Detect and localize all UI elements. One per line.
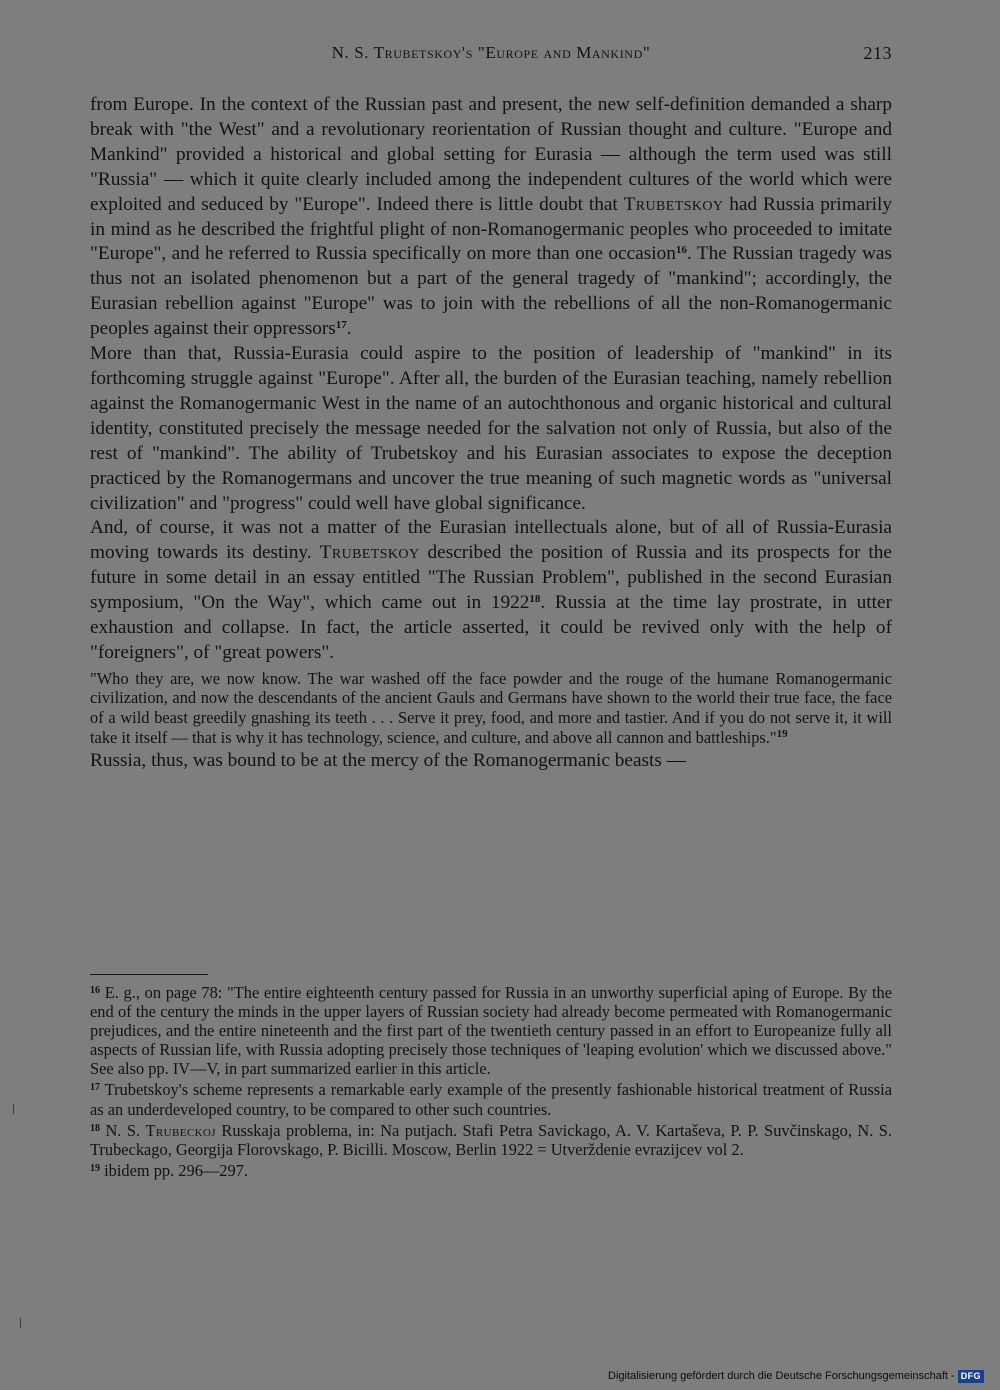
text-run: had Russia primarily in mind as he described the frightful plight of non-Romanogermanic peoples who proceeded to imitate "Europe", and he referred to Russia specifically on more than one occasion (90, 193, 892, 265)
footnotes (90, 983, 892, 1182)
body-paragraph (90, 516, 892, 665)
footnote-marker: 16 (675, 244, 687, 257)
footnote-17 (90, 1080, 892, 1118)
margin-mark (13, 1104, 14, 1114)
footnote-marker: 19 (776, 727, 788, 740)
margin-mark (20, 1318, 21, 1328)
footnote-18 (90, 1121, 892, 1159)
text-run: More than that, Russia-Eurasia could aspire to the position of leadership of "mankind" in its forthcoming struggle against "Europe". After all, the burden of the Eurasian teaching, namely rebellion against the Romanogermanic West in the name of an autochthonous and organic historical and cultural identity, constituted precisely the message needed for the salvation not only of Russia, but also of the rest of "mankind". The ability of Trubetskoy and his Eurasian associates to expose the deception practiced by the Romanogermans and uncover the true meaning of such magnetic words as "universal civilization" and "progress" could well have global significance. (90, 343, 892, 514)
small-caps-name: Trubetskoy (319, 542, 420, 564)
closing-line: Russia, thus, was bound to be at the mercy of the Romanogermanic beasts — (90, 750, 686, 772)
digitization-credit (608, 1368, 984, 1384)
footnote-marker: 18 (90, 1122, 100, 1134)
footnote-marker: 18 (529, 593, 541, 606)
footnote-marker: 19 (90, 1162, 100, 1174)
text-run: . (346, 318, 352, 340)
text-run: E. g., on page 78: "The entire eighteenth century passed for Russia in an unworthy superficial aping of Europe. By the end of the century the minds in the upper layers of Russian society had already become permeated with Romanogermanic prejudices, and the entire nineteenth and the first part of the twentieth century passed in an effort to Europeanize fully all aspects of Russian life, with Russia adopting precisely those techniques of 'leaping evolution' which we discussed above." See also pp. IV—V, in part summarized earlier in this article. (90, 983, 892, 1079)
text-run: . The Russian tragedy was thus not an isolated phenomenon but a part of the general tragedy of "mankind"; accordingly, the Eurasian rebellion against "Europe" was to join with the rebellions of all the non-Romanogermanic peoples against their oppressors (90, 243, 892, 340)
text-run: Russkaja problema, in: Na putjach. Stafi Petra Savickago, A. V. Kartaševa, P. P. Suvčinskago, N. S. Trubeckago, Georgija Florovskago, P. Bicilli. Moscow, Berlin 1922 = Utverždenie evrazijcev vol 2. (90, 1120, 892, 1159)
body-paragraph (90, 342, 892, 516)
page-number: 213 (863, 43, 892, 63)
footnote-marker: 17 (90, 1082, 100, 1094)
footnote-16 (90, 983, 892, 1078)
body-text (90, 93, 892, 774)
text-run: ibidem pp. 296—297. (100, 1160, 248, 1180)
text-run: "Who they are, we now know. The war washed off the face powder and the rouge of the humane Romanogermanic civilization, and now the descendants of the ancient Gauls and Germans have shown to the world their true face, the face of a wild beast greedily gnashing its teeth . . . Serve it prey, food, and more and tastier. And if you do not serve it, it will take it itself — that is why it has technology, science, and culture, and above all cannon and battleships." (90, 668, 892, 747)
footnote-marker: 17 (335, 319, 347, 332)
small-caps-name: Trubetskoy (623, 193, 724, 215)
block-quote (90, 669, 892, 747)
small-caps-name: Trubeckoj (145, 1120, 216, 1140)
dfg-logo: DFG (958, 1370, 984, 1383)
text-run: described the position of Russia and its prospects for the future in some detail in an essay entitled "The Russian Problem", published in the second Eurasian symposium, "On the Way", which came out in 1922 (90, 542, 892, 614)
credit-text: Digitalisierung gefördert durch die Deutsche Forschungsgemeinschaft - (608, 1370, 955, 1383)
running-title: N. S. Trubetskoy's "Europe and Mankind" (331, 43, 651, 62)
footnote-19 (90, 1161, 892, 1180)
footnote-rule (90, 974, 208, 975)
footnote-marker: 16 (90, 985, 100, 996)
text-run: And, of course, it was not a matter of the Eurasian intellectuals alone, but of all of Russia-Eurasia moving towards its destiny. (90, 517, 892, 564)
text-run: N. S. (100, 1120, 146, 1140)
running-head (90, 43, 892, 69)
body-paragraph (90, 93, 892, 342)
text-run: Trubetskoy's scheme represents a remarkable early example of the presently fashionable historical treatment of Russia as an underdeveloped country, to be compared to other such countries. (90, 1080, 892, 1119)
text-run: from Europe. In the context of the Russian past and present, the new self-definition demanded a sharp break with "the West" and a revolutionary reorientation of Russian thought and culture. "Europe and Mankind" provided a historical and global setting for Eurasia — although the term used was still "Russia" — which it quite clearly included among the independent cultures of the world which were exploited and seduced by "Europe". Indeed there is little doubt that (90, 94, 892, 215)
text-run: . Russia at the time lay prostrate, in utter exhaustion and collapse. In fact, the article asserted, it could be revived only with the help of "foreigners", of "great powers". (90, 592, 892, 663)
